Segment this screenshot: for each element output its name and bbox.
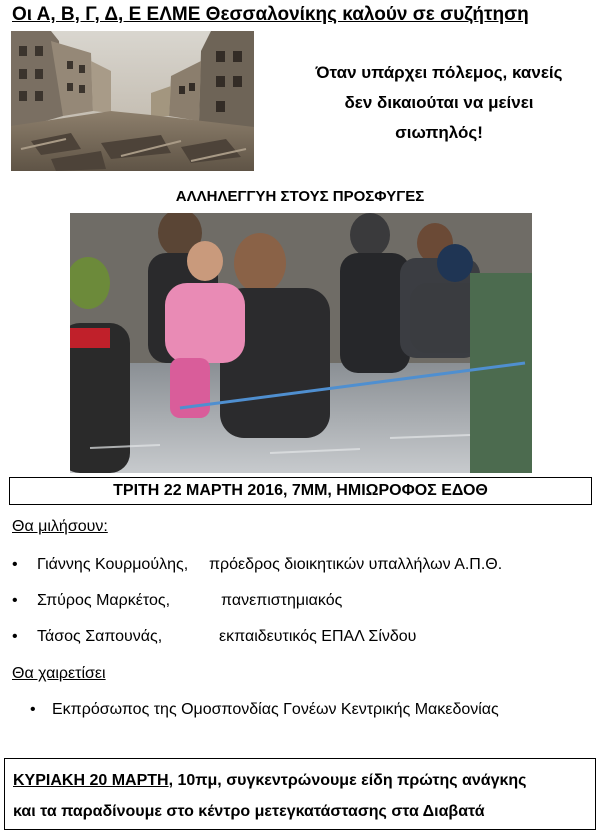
notice-line: και τα παραδίνουμε στο κέντρο μετεγκατάστασης στα Διαβατά bbox=[13, 803, 485, 820]
page-title: Οι Α, Β, Γ, Δ, Ε ΕΛΜΕ Θεσσαλονίκης καλούν σε συζήτηση bbox=[12, 4, 529, 25]
notice-text: , 10πμ, συγκεντρώνουμε είδη πρώτης ανάγκης bbox=[168, 772, 527, 789]
bullet: • bbox=[30, 701, 36, 718]
speaker-name: Γιάννης Κουρμούλης, bbox=[37, 556, 189, 573]
bullet: • bbox=[12, 592, 18, 609]
quote bbox=[296, 58, 582, 148]
list-item bbox=[12, 628, 582, 648]
quote-line: σιωπηλός! bbox=[395, 123, 483, 142]
speaker-role: πανεπιστημιακός bbox=[221, 592, 343, 609]
list-item bbox=[30, 701, 590, 721]
section-heading: ΑΛΛΗΛΕΓΓΥΗ ΣΤΟΥΣ ΠΡΟΣΦΥΓΕΣ bbox=[175, 188, 425, 205]
event-date-box: ΤΡΙΤΗ 22 ΜΑΡΤΗ 2016, 7ΜΜ, ΗΜΙΩΡΟΦΟΣ ΕΔΟΘ bbox=[9, 477, 592, 505]
speaker-name: Σπύρος Μαρκέτος, bbox=[37, 592, 171, 609]
list-item bbox=[12, 556, 582, 576]
bullet: • bbox=[12, 628, 18, 645]
war-ruins-photo bbox=[11, 31, 254, 171]
list-item bbox=[12, 592, 582, 612]
bullet: • bbox=[12, 556, 18, 573]
quote-line: Όταν υπάρχει πόλεμος, κανείς bbox=[315, 63, 563, 82]
greeting-heading: Θα χαιρετίσει bbox=[12, 665, 106, 682]
collection-notice-box bbox=[4, 758, 596, 830]
speaker-role: πρόεδρος διοικητικών υπαλλήλων Α.Π.Θ. bbox=[209, 556, 503, 573]
speaker-name: Τάσος Σαπουνάς, bbox=[37, 628, 163, 645]
notice-date: ΚΥΡΙΑΚΗ 20 ΜΑΡΤΗ bbox=[13, 772, 169, 789]
speaker-role: εκπαιδευτικός ΕΠΑΛ Σίνδου bbox=[219, 628, 417, 645]
speakers-heading: Θα μιλήσουν: bbox=[12, 518, 108, 535]
notice-line bbox=[13, 765, 587, 796]
greeting-text: Εκπρόσωπος της Ομοσπονδίας Γονέων Κεντρικής Μακεδονίας bbox=[52, 701, 499, 718]
refugees-river-photo bbox=[70, 213, 532, 473]
quote-line: δεν δικαιούται να μείνει bbox=[344, 93, 534, 112]
